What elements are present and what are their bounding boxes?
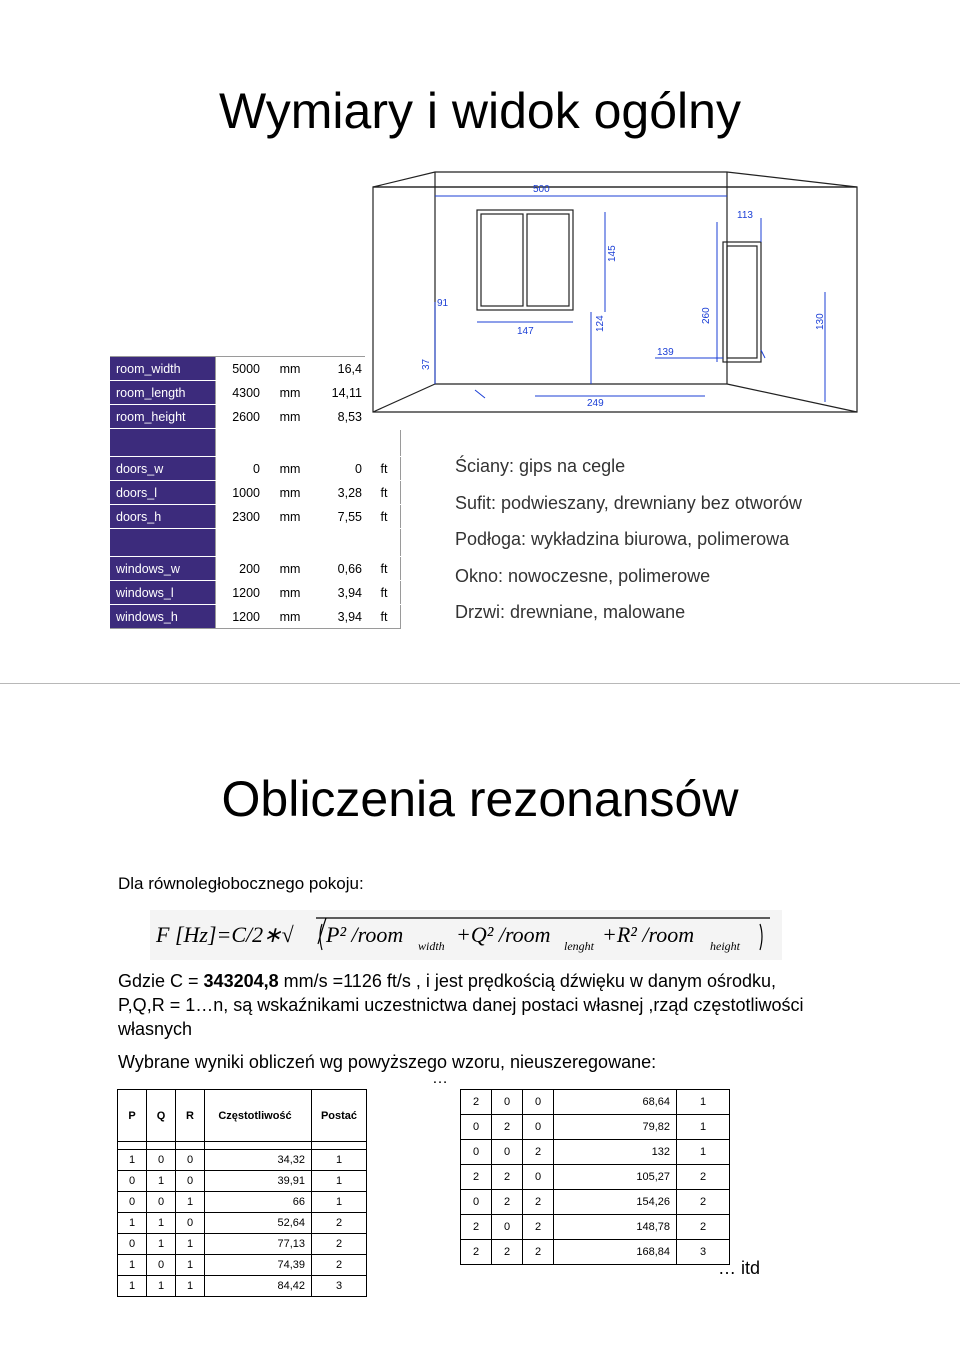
dim-249: 249 bbox=[587, 398, 604, 409]
frequency-cell: 66 bbox=[205, 1192, 312, 1213]
formula-sub-width: width bbox=[418, 939, 445, 953]
q-cell: 2 bbox=[492, 1190, 523, 1215]
r-cell: 0 bbox=[176, 1171, 205, 1192]
mode-cell: 2 bbox=[312, 1213, 367, 1234]
dimension-ft: 3,28 bbox=[314, 481, 368, 505]
results-table-right bbox=[460, 1089, 730, 1265]
header-q-cell: Q bbox=[147, 1090, 176, 1142]
table-row bbox=[461, 1090, 730, 1115]
mode-cell: 1 bbox=[312, 1150, 367, 1171]
p-cell: 1 bbox=[118, 1255, 147, 1276]
group-spacer bbox=[110, 529, 401, 557]
speed-of-sound-value: 343204,8 bbox=[203, 971, 279, 991]
dimension-unit-mm: mm bbox=[266, 605, 314, 629]
dim-139: 139 bbox=[657, 347, 674, 358]
dimension-row bbox=[110, 357, 401, 381]
paragraph-pre: Gdzie C = bbox=[118, 971, 204, 991]
dimension-unit-mm: mm bbox=[266, 581, 314, 605]
r-cell: 2 bbox=[523, 1140, 554, 1165]
formula-term-height: +R² /room bbox=[602, 922, 695, 947]
more-indicator: … itd bbox=[718, 1258, 761, 1278]
formula-image bbox=[150, 910, 782, 960]
q-cell: 1 bbox=[147, 1213, 176, 1234]
p-cell: 1 bbox=[118, 1213, 147, 1234]
q-cell: 2 bbox=[492, 1240, 523, 1265]
dimension-mm: 4300 bbox=[216, 381, 267, 405]
material-walls: Ściany: gips na cegle bbox=[455, 456, 626, 476]
slide-resonances bbox=[0, 684, 960, 1367]
explanation-paragraph bbox=[118, 969, 818, 1041]
frequency-cell: 74,39 bbox=[205, 1255, 312, 1276]
dimension-name: room_width bbox=[110, 357, 216, 381]
materials-list bbox=[455, 448, 802, 631]
p-cell: 2 bbox=[461, 1215, 492, 1240]
table-header-row bbox=[118, 1090, 367, 1142]
r-cell: 1 bbox=[176, 1255, 205, 1276]
dimension-unit-ft: ft bbox=[368, 605, 401, 629]
frequency-cell: 39,91 bbox=[205, 1171, 312, 1192]
dim-145: 145 bbox=[607, 245, 618, 262]
frequency-cell: 132 bbox=[554, 1140, 677, 1165]
header-p-cell: P bbox=[118, 1090, 147, 1142]
r-cell: 2 bbox=[523, 1190, 554, 1215]
p-cell: 1 bbox=[118, 1276, 147, 1297]
dimension-unit-ft: ft bbox=[368, 557, 401, 581]
frequency-cell: 34,32 bbox=[205, 1150, 312, 1171]
dimension-unit-mm: mm bbox=[266, 505, 314, 529]
dim-147: 147 bbox=[517, 326, 534, 337]
table-spacer-row bbox=[118, 1142, 367, 1150]
dimension-mm: 200 bbox=[216, 557, 267, 581]
mode-cell: 2 bbox=[677, 1165, 730, 1190]
r-cell: 0 bbox=[523, 1165, 554, 1190]
dimension-mm: 2300 bbox=[216, 505, 267, 529]
slide-title: Obliczenia rezonansów bbox=[221, 771, 739, 827]
dimensions-table bbox=[110, 356, 401, 629]
dimension-mm: 1200 bbox=[216, 581, 267, 605]
table-row bbox=[118, 1255, 367, 1276]
dimension-unit-mm: mm bbox=[266, 381, 314, 405]
q-cell: 0 bbox=[147, 1255, 176, 1276]
table-row bbox=[461, 1190, 730, 1215]
mode-cell: 1 bbox=[312, 1171, 367, 1192]
dimension-row bbox=[110, 505, 401, 529]
material-ceiling: Sufit: podwieszany, drewniany bez otworów bbox=[455, 492, 802, 513]
slide-dimensions bbox=[0, 0, 960, 683]
p-cell: 1 bbox=[118, 1150, 147, 1171]
ellipsis-top: … bbox=[432, 1070, 448, 1087]
dimension-unit-mm: mm bbox=[266, 357, 314, 381]
header-mode-cell: Postać bbox=[312, 1090, 367, 1142]
dimension-unit-mm: mm bbox=[266, 457, 314, 481]
p-cell: 2 bbox=[461, 1240, 492, 1265]
mode-cell: 2 bbox=[677, 1215, 730, 1240]
r-cell: 0 bbox=[176, 1150, 205, 1171]
mode-cell: 2 bbox=[677, 1190, 730, 1215]
dimension-name: doors_w bbox=[110, 457, 216, 481]
table-row bbox=[118, 1213, 367, 1234]
material-window: Okno: nowoczesne, polimerowe bbox=[455, 565, 711, 586]
q-cell: 1 bbox=[147, 1171, 176, 1192]
q-cell: 0 bbox=[492, 1140, 523, 1165]
frequency-cell: 52,64 bbox=[205, 1213, 312, 1234]
dimension-name: windows_w bbox=[110, 557, 216, 581]
frequency-cell: 105,27 bbox=[554, 1165, 677, 1190]
mode-cell: 3 bbox=[312, 1276, 367, 1297]
dim-130: 130 bbox=[815, 313, 826, 330]
dimension-name: room_height bbox=[110, 405, 216, 429]
dimension-name: windows_l bbox=[110, 581, 216, 605]
material-floor: Podłoga: wykładzina biurowa, polimerowa bbox=[455, 529, 790, 549]
table-row bbox=[461, 1165, 730, 1190]
dimension-mm: 0 bbox=[216, 457, 267, 481]
material-door: Drzwi: drewniane, malowane bbox=[455, 602, 686, 622]
r-cell: 1 bbox=[176, 1192, 205, 1213]
q-cell: 2 bbox=[492, 1115, 523, 1140]
dimension-row bbox=[110, 581, 401, 605]
p-cell: 0 bbox=[461, 1190, 492, 1215]
r-cell: 2 bbox=[523, 1215, 554, 1240]
dimension-ft: 3,94 bbox=[314, 581, 368, 605]
p-cell: 0 bbox=[461, 1115, 492, 1140]
dim-124: 124 bbox=[595, 315, 606, 332]
q-cell: 0 bbox=[147, 1192, 176, 1213]
table-row bbox=[118, 1150, 367, 1171]
results-table-left bbox=[117, 1089, 367, 1297]
group-spacer bbox=[110, 429, 401, 457]
dimension-mm: 5000 bbox=[216, 357, 267, 381]
dimension-row bbox=[110, 457, 401, 481]
r-cell: 0 bbox=[523, 1090, 554, 1115]
p-cell: 0 bbox=[118, 1171, 147, 1192]
dimension-unit-ft: ft bbox=[368, 457, 401, 481]
dim-113: 113 bbox=[737, 210, 753, 221]
dimension-ft: 3,94 bbox=[314, 605, 368, 629]
dimension-ft: 7,55 bbox=[314, 505, 368, 529]
p-cell: 0 bbox=[118, 1192, 147, 1213]
frequency-cell: 79,82 bbox=[554, 1115, 677, 1140]
r-cell: 1 bbox=[176, 1276, 205, 1297]
q-cell: 1 bbox=[147, 1234, 176, 1255]
dimension-name: doors_h bbox=[110, 505, 216, 529]
dimension-mm: 1200 bbox=[216, 605, 267, 629]
table-row bbox=[461, 1215, 730, 1240]
p-cell: 0 bbox=[118, 1234, 147, 1255]
frequency-cell: 77,13 bbox=[205, 1234, 312, 1255]
q-cell: 2 bbox=[492, 1165, 523, 1190]
q-cell: 0 bbox=[492, 1090, 523, 1115]
dimension-ft: 0,66 bbox=[314, 557, 368, 581]
table-row bbox=[118, 1276, 367, 1297]
room-3d-drawing bbox=[365, 152, 865, 430]
frequency-cell: 168,84 bbox=[554, 1240, 677, 1265]
frequency-cell: 154,26 bbox=[554, 1190, 677, 1215]
table-row bbox=[118, 1234, 367, 1255]
mode-cell: 2 bbox=[312, 1255, 367, 1276]
header-r-cell: R bbox=[176, 1090, 205, 1142]
table-row bbox=[461, 1115, 730, 1140]
r-cell: 0 bbox=[523, 1115, 554, 1140]
table-row bbox=[461, 1140, 730, 1165]
formula-sub-height: height bbox=[710, 939, 740, 953]
table-row bbox=[461, 1240, 730, 1265]
dimension-mm: 1000 bbox=[216, 481, 267, 505]
formula-sub-length: lenght bbox=[564, 939, 594, 953]
dim-260: 260 bbox=[701, 307, 712, 324]
dimension-mm: 2600 bbox=[216, 405, 267, 429]
slide-title: Wymiary i widok ogólny bbox=[219, 83, 741, 139]
frequency-cell: 148,78 bbox=[554, 1215, 677, 1240]
dim-500: 500 bbox=[533, 184, 550, 195]
formula-term-width: P² /room bbox=[326, 922, 404, 947]
formula-term-length: +Q² /room bbox=[456, 922, 551, 947]
table-row bbox=[118, 1192, 367, 1213]
dimension-ft: 8,53 bbox=[314, 405, 368, 429]
dimension-row bbox=[110, 605, 401, 629]
dimension-name: room_length bbox=[110, 381, 216, 405]
dim-37: 37 bbox=[421, 358, 432, 370]
mode-cell: 3 bbox=[677, 1240, 730, 1265]
dimension-row bbox=[110, 405, 401, 429]
p-cell: 0 bbox=[461, 1140, 492, 1165]
mode-cell: 2 bbox=[312, 1234, 367, 1255]
mode-cell: 1 bbox=[312, 1192, 367, 1213]
header-frequency-cell: Częstotliwość bbox=[205, 1090, 312, 1142]
r-cell: 0 bbox=[176, 1213, 205, 1234]
intro-text: Dla równoległobocznego pokoju: bbox=[118, 874, 364, 893]
dimension-unit-ft: ft bbox=[368, 505, 401, 529]
dimension-ft: 0 bbox=[314, 457, 368, 481]
dimension-name: doors_l bbox=[110, 481, 216, 505]
q-cell: 0 bbox=[147, 1150, 176, 1171]
dimension-unit-mm: mm bbox=[266, 481, 314, 505]
dimension-unit-ft: ft bbox=[368, 581, 401, 605]
dimension-ft: 16,4 bbox=[314, 357, 368, 381]
mode-cell: 1 bbox=[677, 1090, 730, 1115]
dimension-unit-mm: mm bbox=[266, 557, 314, 581]
results-label: Wybrane wyniki obliczeń wg powyższego wzoru, nieuszeregowane: bbox=[118, 1052, 657, 1072]
dimension-row bbox=[110, 557, 401, 581]
mode-cell: 1 bbox=[677, 1115, 730, 1140]
paragraph-post: mm/s =1126 ft/s , i jest prędkością dźwięku w danym ośrodku, P,Q,R = 1…n, są wskaźnikami uczestnictwa danej postaci własnej ,rząd częstotliwości własnych bbox=[118, 971, 804, 1039]
dimension-unit-mm: mm bbox=[266, 405, 314, 429]
r-cell: 1 bbox=[176, 1234, 205, 1255]
dimension-ft: 14,11 bbox=[314, 381, 368, 405]
dimension-row bbox=[110, 381, 401, 405]
formula-lhs: F [Hz]=C/2∗√ bbox=[156, 922, 294, 947]
p-cell: 2 bbox=[461, 1165, 492, 1190]
r-cell: 2 bbox=[523, 1240, 554, 1265]
dimension-name: windows_h bbox=[110, 605, 216, 629]
q-cell: 0 bbox=[492, 1215, 523, 1240]
q-cell: 1 bbox=[147, 1276, 176, 1297]
frequency-cell: 84,42 bbox=[205, 1276, 312, 1297]
dimension-unit-ft: ft bbox=[368, 481, 401, 505]
dimension-row bbox=[110, 481, 401, 505]
p-cell: 2 bbox=[461, 1090, 492, 1115]
table-row bbox=[118, 1171, 367, 1192]
frequency-cell: 68,64 bbox=[554, 1090, 677, 1115]
dim-91: 91 bbox=[437, 298, 449, 309]
mode-cell: 1 bbox=[677, 1140, 730, 1165]
